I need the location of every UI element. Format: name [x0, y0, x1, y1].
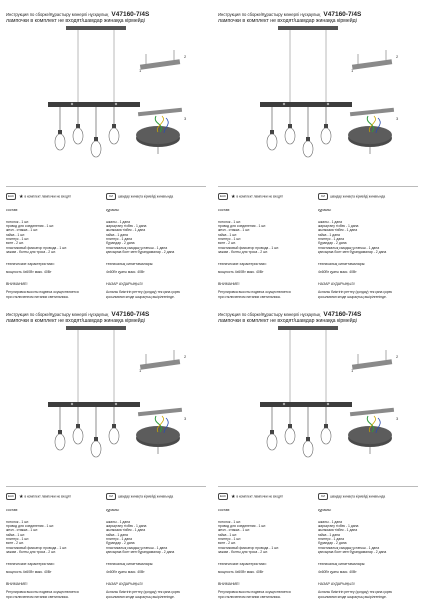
kz-warning-heading: НАЗАР АУДАРЫҢЫЗ!: [106, 281, 143, 286]
cert-kz: KZ шамдар жинақта кірмейді жинағында: [318, 493, 385, 500]
bulb-pendants: [267, 107, 331, 157]
eac-mark-icon: ЕАС: [219, 194, 227, 198]
kz-contents-list: шкалы - 1 дана жарықтану тізбек - 1 дана жылжыма тізбек - 1 дана гайка - 1 дана плинтус - 1 дана бұрандар - 2 дана пластикалық сымдық ұстағыш - 1 дана қапсырма болт мен бұрандамалар - 2 дана: [318, 519, 387, 554]
svg-text:1: 1: [139, 68, 142, 73]
instruction-subtitle: лампочки в комплект не входят/шамдар жинаққа кірмейді: [218, 18, 357, 24]
ru-contents-heading: состав:: [6, 208, 19, 213]
kz-contents-heading: құрамы:: [318, 508, 332, 513]
cert-ru: ЕАС ★в комплект лампочки не входят: [219, 193, 283, 200]
star-icon: ★: [231, 493, 236, 500]
ru-contents-list: потолок - 1 шт. провод для соединения - 1 шт. жезл - стяжка - 1 шт. гайка - 1 шт. плинтус - 1 шт. винт - 2 шт. пластиковый фиксатор провода - 1 шт. зажим - болты для троса - 2 шт.: [218, 519, 279, 554]
kz-warning-text: Аспалы биіктігін реттеу (қолдау) тек қана қорек қосылмаған кезде шырақтың өшірілгенінде.: [106, 590, 180, 599]
ru-contents-heading: состав:: [6, 508, 19, 513]
ru-warning-heading: ВНИМАНИЕ!: [6, 581, 28, 586]
certification-row: [6, 193, 206, 201]
star-icon: ★: [231, 193, 236, 200]
kz-contents-heading: құрамы:: [318, 208, 332, 213]
kz-column: [318, 204, 414, 303]
ru-warning-heading: ВНИМАНИЕ!: [218, 281, 240, 286]
kz-mark-icon: KZ: [106, 193, 116, 200]
kz-warning-text: Аспалы биіктігін реттеу (қолдау) тек қана қорек қосылмаған кезде шырақтың өшірілгенінде.: [106, 290, 180, 299]
model-number: V47160-7/4S: [111, 11, 150, 18]
mounting-bracket-detail: [351, 50, 399, 73]
kz-warning-text: Аспалы биіктігін реттеу (қолдау) тек қана қорек қосылмаған кезде шырақтың өшірілгенінде.: [318, 290, 392, 299]
svg-text:1: 1: [139, 368, 142, 373]
star-icon: ★: [19, 193, 24, 200]
ru-contents-list: потолок - 1 шт. провод для соединения - 1 шт. жезл - стяжка - 1 шт. гайка - 1 шт. плинтус - 1 шт. винт - 2 шт. пластиковый фиксатор провода - 1 шт. зажим - болты для троса - 2 шт.: [6, 219, 67, 254]
ceiling-canopy: [278, 326, 338, 330]
divider: [6, 186, 206, 187]
divider: [218, 186, 418, 187]
ru-contents-list: потолок - 1 шт. провод для соединения - 1 шт. жезл - стяжка - 1 шт. гайка - 1 шт. плинтус - 1 шт. винт - 2 шт. пластиковый фиксатор провода - 1 шт. зажим - болты для троса - 2 шт.: [6, 519, 67, 554]
ru-warning-heading: ВНИМАНИЕ!: [6, 281, 28, 286]
ru-warning-text: Регулировка высоты подвеса осуществляется при отключенном питании светильника.: [218, 590, 291, 599]
kz-specs-heading: техникалық сипаттамалары:: [106, 561, 154, 566]
model-number: V47160-7/4S: [111, 311, 150, 318]
title-lead: Инструкция по сборке/Құрастыру мәнерлі нұсқаулық: [218, 312, 321, 317]
assembly-diagram: [6, 324, 206, 484]
ru-warning-text: Регулировка высоты подвеса осуществляется при отключенном питании светильника.: [6, 290, 79, 299]
kz-contents-heading: құрамы:: [106, 508, 120, 513]
kz-mark-icon: KZ: [318, 193, 328, 200]
lamp-bar: [48, 102, 140, 107]
bulb-pendants: [55, 107, 119, 157]
kz-warning-heading: НАЗАР АУДАРЫҢЫЗ!: [318, 281, 355, 286]
svg-text:3: 3: [184, 116, 187, 121]
mounting-bracket-detail: [351, 350, 399, 373]
svg-text:3: 3: [184, 416, 187, 421]
ru-specs-value: мощность 4х60Вт макс. 40Вт: [218, 270, 264, 275]
kz-contents-heading: құрамы:: [106, 208, 120, 213]
instruction-title: [218, 12, 418, 17]
bulb-pendants: [55, 407, 119, 457]
title-lead: Инструкция по сборке/Құрастыру мәнерлі нұсқаулық: [6, 312, 109, 317]
kz-specs-value: 4х60Вт қуаты макс. 40Вт: [318, 270, 357, 275]
lamp-bar: [260, 102, 352, 107]
kz-column: [106, 504, 202, 603]
cert-kz: KZ шамдар жинақта кірмейді жинағында: [106, 193, 173, 200]
ru-column: [6, 204, 102, 303]
title-lead: Инструкция по сборке/Құрастыру мәнерлі нұсқаулық: [6, 12, 109, 17]
svg-text:3: 3: [396, 416, 399, 421]
instruction-title: [6, 312, 206, 317]
canopy-wiring-detail: [348, 108, 399, 154]
ceiling-canopy: [278, 26, 338, 30]
eac-mark-icon: ЕАС: [7, 194, 15, 198]
svg-text:2: 2: [396, 354, 399, 359]
svg-text:1: 1: [351, 68, 354, 73]
ru-specs-value: мощность 4х60Вт макс. 40Вт: [218, 570, 264, 575]
ru-column: [218, 504, 314, 603]
assembly-diagram: [218, 24, 418, 184]
kz-contents-list: шкалы - 1 дана жарықтану тізбек - 1 дана жылжыма тізбек - 1 дана гайка - 1 дана плинтус - 1 дана бұрандар - 2 дана пластикалық сымдық ұстағыш - 1 дана қапсырма болт мен бұрандамалар - 2 дана: [318, 219, 387, 254]
kz-warning-text: Аспалы биіктігін реттеу (қолдау) тек қана қорек қосылмаған кезде шырақтың өшірілгенінде.: [318, 590, 392, 599]
kz-warning-heading: НАЗАР АУДАРЫҢЫЗ!: [106, 581, 143, 586]
kz-contents-list: шкалы - 1 дана жарықтану тізбек - 1 дана жылжыма тізбек - 1 дана гайка - 1 дана плинтус - 1 дана бұрандар - 2 дана пластикалық сымдық ұстағыш - 1 дана қапсырма болт мен бұрандамалар - 2 дана: [106, 519, 175, 554]
svg-text:3: 3: [396, 116, 399, 121]
certification-row: [218, 193, 418, 201]
svg-text:2: 2: [184, 354, 187, 359]
canopy-wiring-detail: [136, 408, 187, 454]
ru-specs-heading: технические характеристики:: [218, 261, 267, 266]
cert-kz: KZ шамдар жинақта кірмейді жинағында: [318, 193, 385, 200]
bulb-pendants: [267, 407, 331, 457]
certification-row: [6, 493, 206, 501]
cert-kz: KZ шамдар жинақта кірмейді жинағында: [106, 493, 173, 500]
ru-contents-heading: состав:: [218, 208, 231, 213]
model-number: V47160-7/4S: [323, 311, 362, 318]
mounting-bracket-detail: [139, 350, 187, 373]
kz-specs-heading: техникалық сипаттамалары:: [318, 261, 366, 266]
ru-specs-heading: технические характеристики:: [6, 261, 55, 266]
assembly-diagram: [218, 324, 418, 484]
instruction-title: [218, 312, 418, 317]
instruction-card: [218, 312, 418, 602]
canopy-wiring-detail: [348, 408, 399, 454]
ru-column: [6, 504, 102, 603]
kz-mark-icon: KZ: [318, 493, 328, 500]
ceiling-canopy: [66, 26, 126, 30]
eac-mark-icon: ЕАС: [219, 494, 227, 498]
instruction-subtitle: лампочки в комплект не входят/шамдар жинаққа кірмейді: [6, 318, 145, 324]
ru-column: [218, 204, 314, 303]
instruction-card: [6, 312, 206, 602]
model-number: V47160-7/4S: [323, 11, 362, 18]
cert-ru: ЕАС ★в комплект лампочки не входят: [219, 493, 283, 500]
ru-warning-heading: ВНИМАНИЕ!: [218, 581, 240, 586]
ru-contents-heading: состав:: [218, 508, 231, 513]
title-lead: Инструкция по сборке/Құрастыру мәнерлі нұсқаулық: [218, 12, 321, 17]
lamp-bar: [260, 402, 352, 407]
divider: [6, 486, 206, 487]
ru-warning-text: Регулировка высоты подвеса осуществляется при отключенном питании светильника.: [6, 590, 79, 599]
kz-contents-list: шкалы - 1 дана жарықтану тізбек - 1 дана жылжыма тізбек - 1 дана гайка - 1 дана плинтус - 1 дана бұрандар - 2 дана пластикалық сымдық ұстағыш - 1 дана қапсырма болт мен бұрандамалар - 2 дана: [106, 219, 175, 254]
ru-contents-list: потолок - 1 шт. провод для соединения - 1 шт. жезл - стяжка - 1 шт. гайка - 1 шт. плинтус - 1 шт. винт - 2 шт. пластиковый фиксатор провода - 1 шт. зажим - болты для троса - 2 шт.: [218, 219, 279, 254]
instruction-subtitle: лампочки в комплект не входят/шамдар жинаққа кірмейді: [6, 18, 145, 24]
kz-column: [106, 204, 202, 303]
ru-specs-heading: технические характеристики:: [218, 561, 267, 566]
instruction-card: [218, 12, 418, 302]
cert-ru: ЕАС ★в комплект лампочки не входят: [7, 193, 71, 200]
kz-specs-value: 4х60Вт қуаты макс. 40Вт: [318, 570, 357, 575]
ru-specs-value: мощность 4х60Вт макс. 40Вт: [6, 270, 52, 275]
lamp-bar: [48, 402, 140, 407]
assembly-diagram: [6, 24, 206, 184]
kz-specs-value: 4х60Вт қуаты макс. 40Вт: [106, 570, 145, 575]
canopy-wiring-detail: [136, 108, 187, 154]
instruction-title: [6, 12, 206, 17]
svg-text:2: 2: [396, 54, 399, 59]
eac-mark-icon: ЕАС: [7, 494, 15, 498]
kz-mark-icon: KZ: [106, 493, 116, 500]
ceiling-canopy: [66, 326, 126, 330]
divider: [218, 486, 418, 487]
svg-text:2: 2: [184, 54, 187, 59]
instruction-subtitle: лампочки в комплект не входят/шамдар жинаққа кірмейді: [218, 318, 357, 324]
kz-specs-heading: техникалық сипаттамалары:: [106, 261, 154, 266]
kz-column: [318, 504, 414, 603]
star-icon: ★: [19, 493, 24, 500]
ru-specs-heading: технические характеристики:: [6, 561, 55, 566]
cert-ru: ЕАС ★в комплект лампочки не входят: [7, 493, 71, 500]
svg-text:1: 1: [351, 368, 354, 373]
certification-row: [218, 493, 418, 501]
mounting-bracket-detail: [139, 50, 187, 73]
ru-specs-value: мощность 4х60Вт макс. 40Вт: [6, 570, 52, 575]
instruction-card: [6, 12, 206, 302]
ru-warning-text: Регулировка высоты подвеса осуществляется при отключенном питании светильника.: [218, 290, 291, 299]
kz-specs-value: 4х60Вт қуаты макс. 40Вт: [106, 270, 145, 275]
kz-warning-heading: НАЗАР АУДАРЫҢЫЗ!: [318, 581, 355, 586]
kz-specs-heading: техникалық сипаттамалары:: [318, 561, 366, 566]
